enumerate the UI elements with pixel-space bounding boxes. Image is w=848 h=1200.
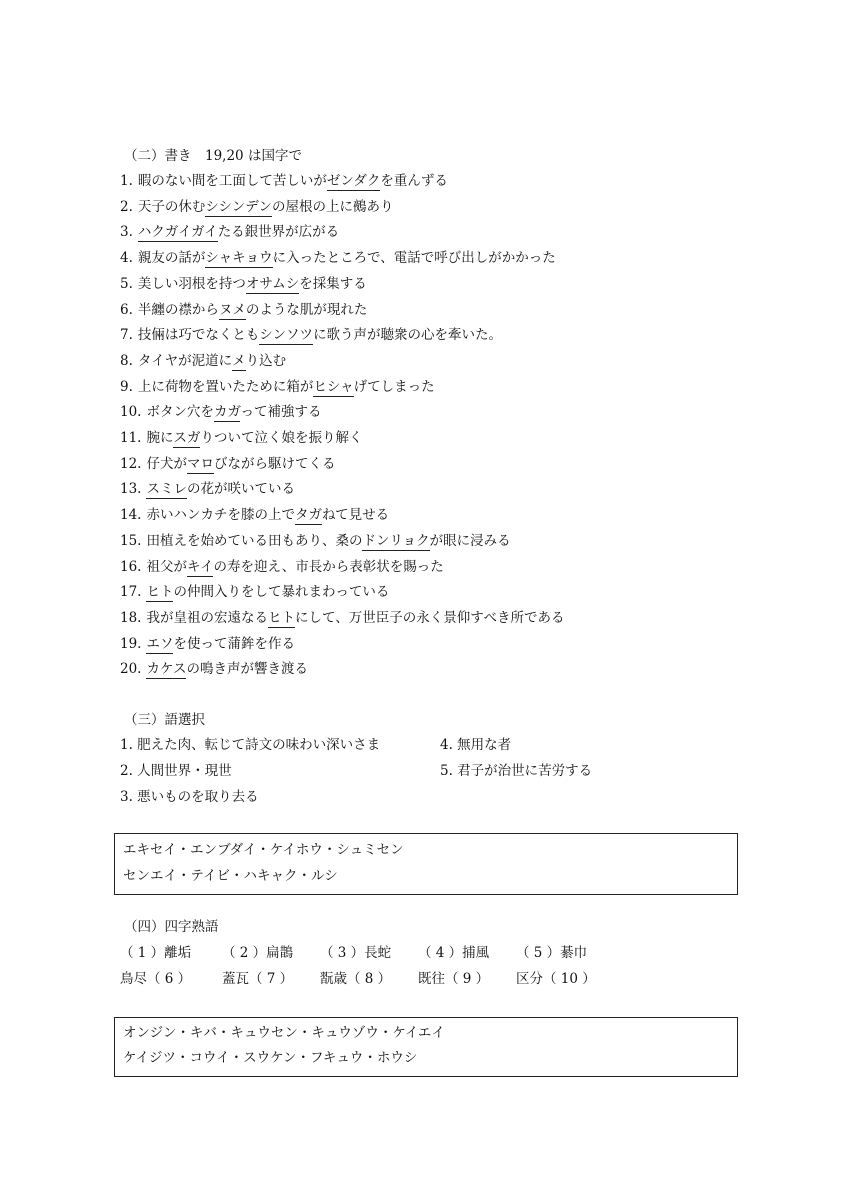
- item-katakana-target: キイ: [186, 558, 214, 575]
- item-katakana-target: タガ: [294, 507, 322, 524]
- section3-box-line-2: センエイ・テイビ・ハキャク・ルシ: [123, 868, 338, 884]
- section2-item-3: [120, 222, 339, 242]
- section2-item-10: [120, 402, 321, 422]
- section3-left-1: 1. 肥えた肉、転じて詩文の味わい深いさま: [120, 737, 381, 753]
- section2-item-9: [120, 377, 435, 397]
- item-text-after: げてしまった: [353, 378, 435, 395]
- item-text-after: を使って蒲鉾を作る: [173, 635, 295, 652]
- item-number: 9.: [120, 378, 133, 395]
- item-text-after: が眼に浸みる: [429, 532, 511, 549]
- section2-item-7: [120, 325, 502, 345]
- item-katakana-target: ドンリョク: [362, 532, 430, 549]
- item-text-after: ねて見せる: [321, 507, 390, 524]
- section4-q7: 蓋瓦（ 7 ）: [222, 971, 294, 987]
- section2-item-18: [120, 608, 564, 628]
- section2-heading: （二）書き 19,20 は国字で: [124, 148, 302, 164]
- item-text-after: を採集する: [299, 275, 367, 292]
- item-text-after: に入ったところで、電話で呼び出しがかかった: [272, 250, 556, 267]
- item-katakana-target: ヒト: [267, 609, 295, 626]
- item-katakana-target: オサムシ: [245, 275, 300, 292]
- section4-q5: （ 5 ）綦巾: [516, 945, 588, 961]
- item-katakana-target: ゼンダク: [326, 173, 381, 189]
- item-number: 13.: [120, 481, 142, 498]
- item-katakana-target: シンソツ: [259, 327, 314, 344]
- section3-right-5: 5. 君子が治世に苦労する: [440, 763, 593, 779]
- section4-q3: （ 3 ）長蛇: [320, 945, 392, 961]
- item-text-before: 美しい羽根を持つ: [137, 275, 246, 292]
- item-katakana-target: スミレ: [146, 481, 187, 498]
- item-katakana-target: ヒト: [146, 584, 174, 601]
- item-text-before: 赤いハンカチを膝の上で: [146, 507, 295, 524]
- item-text-after: の屋根の上に鵺あり: [271, 198, 394, 215]
- item-text-before: 半纏の襟から: [137, 301, 219, 318]
- item-text-after: に歌う声が聴衆の心を牽いた。: [313, 327, 503, 344]
- section2-item-13: [120, 479, 295, 499]
- item-number: 11.: [120, 430, 142, 446]
- item-text-before: 技倆は巧でなくとも: [137, 327, 260, 344]
- item-text-after: びながら駆けてくる: [213, 455, 336, 472]
- item-text-before: タイヤが泥道に: [137, 352, 233, 369]
- item-number: 4.: [120, 250, 133, 267]
- item-number: 12.: [120, 455, 142, 472]
- item-text-before: 仔犬が: [146, 455, 187, 472]
- item-number: 2.: [120, 198, 133, 215]
- item-number: 15.: [120, 532, 142, 549]
- section3-word-box: [114, 833, 738, 895]
- item-text-before: 祖父が: [146, 558, 187, 575]
- item-text-after: の花が咲いている: [186, 481, 295, 498]
- item-number: 5.: [120, 275, 133, 292]
- section3-left-2: 2. 人間世界・現世: [120, 763, 232, 779]
- item-number: 10.: [120, 404, 142, 421]
- item-number: 19.: [120, 635, 142, 652]
- item-text-after: たる銀世界が広がる: [217, 224, 340, 241]
- item-number: 8.: [120, 352, 133, 369]
- item-katakana-target: スガ: [173, 430, 201, 446]
- item-number: 3.: [120, 224, 133, 241]
- item-katakana-target: ヒシャ: [313, 378, 354, 395]
- item-text-after: って補強する: [240, 404, 322, 421]
- item-number: 14.: [120, 507, 142, 524]
- item-text-before: 田植えを始めている田もあり、桑の: [146, 532, 363, 549]
- item-katakana-target: ヌメ: [218, 301, 246, 318]
- item-text-before: 親友の話が: [137, 250, 206, 267]
- item-text-after: を重んずる: [380, 173, 448, 189]
- section2-item-16: [120, 557, 444, 577]
- section2-item-19: [120, 634, 295, 654]
- item-text-after: の仲間入りをして暴れまわっている: [173, 584, 390, 601]
- section2-item-5: [120, 274, 367, 294]
- section3-left-3: 3. 悪いものを取り去る: [120, 789, 259, 805]
- item-text-before: ボタン穴を: [146, 404, 214, 421]
- item-number: 18.: [120, 609, 142, 626]
- section4-q1: （ 1 ）離垢: [120, 945, 192, 961]
- item-text-after: り込む: [245, 352, 287, 369]
- item-katakana-target: マロ: [186, 455, 214, 472]
- section4-box-line-1: オンジン・キバ・キュウセン・キュウゾウ・ケイエイ: [123, 1025, 445, 1041]
- item-katakana-target: ハクガイガイ: [137, 224, 218, 241]
- section3-box-line-1: エキセイ・エンブダイ・ケイホウ・シュミセン: [123, 842, 404, 858]
- item-text-before: 天子の休む: [137, 198, 206, 215]
- item-number: 17.: [120, 584, 142, 601]
- item-katakana-target: シシンデン: [205, 198, 272, 215]
- section4-q8: 翫歳（ 8 ）: [320, 971, 392, 987]
- section2-item-2: [120, 197, 393, 217]
- item-number: 1.: [120, 173, 133, 189]
- item-katakana-target: カケス: [146, 661, 187, 678]
- item-text-after: にして、万世臣子の永く景仰すべき所である: [294, 609, 565, 626]
- section3-right-4: 4. 無用な者: [440, 737, 512, 753]
- section2-item-1: [120, 171, 448, 191]
- section4-q4: （ 4 ）捕風: [418, 945, 490, 961]
- item-text-after: のような肌が現れた: [245, 301, 368, 318]
- item-text-before: 我が皇祖の宏遠なる: [146, 609, 268, 626]
- section2-item-11: [120, 428, 362, 448]
- section2-item-12: [120, 454, 335, 474]
- item-number: 16.: [120, 558, 142, 575]
- item-text-before: 腕に: [146, 430, 174, 446]
- section4-heading: （四）四字熟語: [124, 919, 219, 935]
- section4-box-line-2: ケイジツ・コウイ・スウケン・フキュウ・ホウシ: [123, 1050, 418, 1066]
- section4-word-box: [114, 1017, 738, 1077]
- section4-q10: 区分（ 10 ）: [516, 971, 596, 987]
- section2-item-20: [120, 659, 308, 679]
- item-katakana-target: メ: [232, 352, 246, 369]
- section4-q9: 既往（ 9 ）: [418, 971, 490, 987]
- section4-q6: 鳥尽（ 6 ）: [120, 971, 192, 987]
- item-katakana-target: シャキョウ: [205, 250, 273, 267]
- section4-q2: （ 2 ）扁鵲: [222, 945, 294, 961]
- section3-heading: （三）語選択: [124, 712, 205, 728]
- item-number: 7.: [120, 327, 133, 344]
- section2-item-8: [120, 351, 286, 371]
- section2-item-17: [120, 582, 389, 602]
- item-text-after: の鳴き声が響き渡る: [186, 661, 308, 678]
- item-text-before: 暇のない間を工面して苦しいが: [137, 173, 327, 189]
- item-number: 20.: [120, 661, 142, 678]
- item-katakana-target: エソ: [146, 635, 174, 652]
- item-text-before: 上に荷物を置いたために箱が: [137, 378, 314, 395]
- section2-item-14: [120, 505, 389, 525]
- section2-item-4: [120, 248, 556, 268]
- item-text-after: りついて泣く娘を振り解く: [200, 430, 363, 446]
- section2-item-15: [120, 531, 511, 551]
- item-text-after: の寿を迎え、市長から表彰状を賜った: [213, 558, 444, 575]
- item-number: 6.: [120, 301, 133, 318]
- section2-item-6: [120, 300, 367, 320]
- item-katakana-target: カガ: [213, 404, 241, 421]
